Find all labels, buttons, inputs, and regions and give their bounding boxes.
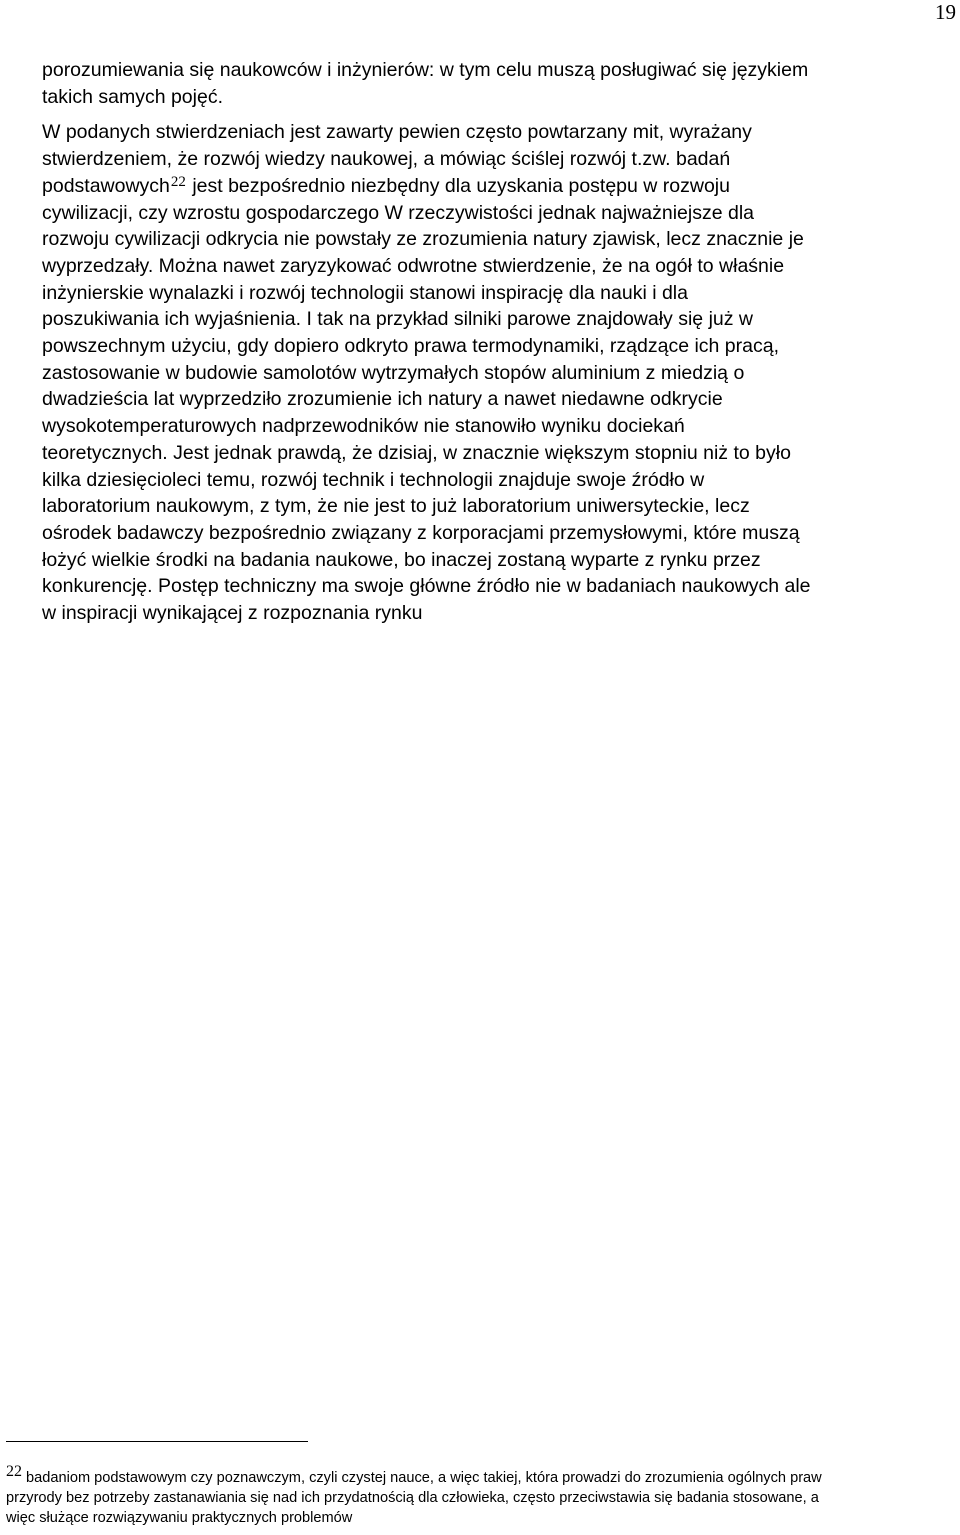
paragraph-1: [42, 57, 960, 110]
text-line: cywilizacji, czy wzrostu gospodarczego W rzeczywistości jednak najważniejsze dla: [42, 201, 755, 224]
text-line: dwadzieścia lat wyprzedziło zrozumienie ich natury a nawet niedawne odkrycie: [42, 388, 723, 411]
footnote-divider: [6, 1441, 308, 1442]
text-line: takich samych pojęć.: [42, 85, 223, 108]
text-line: wysokotemperaturowych nadprzewodników nie stanowiło wyniku dociekań: [42, 415, 685, 438]
text-line: wyprzedzały. Można nawet zaryzykować odwrotne stwierdzenie, że na ogół to właśnie: [42, 254, 785, 277]
text-line: poszukiwania ich wyjaśnienia. I tak na przykład silniki parowe znajdowały się już w: [42, 308, 753, 331]
text-line: inżynierskie wynalazki i rozwój technologii stanowi inspirację dla nauki i dla: [42, 281, 688, 304]
footnote-line: [6, 1463, 956, 1488]
text-line: zastosowanie w budowie samolotów wytrzymałych stopów aluminium z miedzią o: [42, 361, 745, 384]
text-line-with-footnote-ref: [42, 173, 960, 200]
text-line: łożyć wielkie środki na badania naukowe, bo inaczej zostaną wyparte z rynku przez: [42, 548, 761, 571]
footnote-text: badaniom podstawowym czy poznawczym, czyli czystej nauce, a więc takiej, która prowadzi do zrozumienia ogólnych praw: [26, 1470, 822, 1486]
text-line: laboratorium naukowym, z tym, że nie jest to już laboratorium uniwersyteckie, lecz: [42, 495, 750, 518]
paragraph-2: [42, 119, 960, 626]
text-line: rozwoju cywilizacji odkrycia nie powstały ze zrozumienia natury zjawisk, lecz znacznie je: [42, 228, 804, 251]
text-line: teoretycznych. Jest jednak prawdą, że dzisiaj, w znacznie większym stopniu niż to było: [42, 441, 791, 464]
text-line: konkurencję. Postęp techniczny ma swoje główne źródło nie w badaniach naukowych ale: [42, 575, 811, 598]
text-line: powszechnym użyciu, gdy dopiero odkryto prawa termodynamiki, rządzące ich pracą,: [42, 335, 780, 358]
text-line: w inspiracji wynikającej z rozpoznania rynku: [42, 602, 423, 625]
text-segment: jest bezpośrednio niezbędny dla uzyskania postępu w rozwoju: [186, 174, 730, 197]
text-line: kilka dziesięcioleci temu, rozwój technik i technologii znajduje swoje źródło w: [42, 468, 705, 491]
footnote-reference[interactable]: 22: [170, 173, 186, 190]
text-segment: podstawowych: [42, 174, 170, 197]
footnote-line: więc służące rozwiązywaniu praktycznych problemów: [6, 1510, 353, 1526]
text-line: ośrodek badawczy bezpośrednio związany z korporacjami przemysłowymi, które muszą: [42, 521, 800, 544]
text-line: W podanych stwierdzeniach jest zawarty pewien często powtarzany mit, wyrażany: [42, 121, 752, 144]
footnote-mark: 22: [6, 1463, 22, 1480]
body-text: [42, 57, 960, 627]
footnote-line: przyrody bez potrzeby zastanawiania się nad ich przydatnością dla człowieka, często przeciwstawia się badania stosowane, a: [6, 1490, 819, 1506]
footnote: [6, 1463, 956, 1528]
paragraph-gap: [42, 110, 960, 119]
text-line: porozumiewania się naukowców i inżynierów: w tym celu muszą posługiwać się językiem: [42, 59, 809, 81]
text-line: stwierdzeniem, że rozwój wiedzy naukowej, a mówiąc ściślej rozwój t.zw. badań: [42, 148, 731, 171]
page-number: 19: [935, 0, 956, 24]
